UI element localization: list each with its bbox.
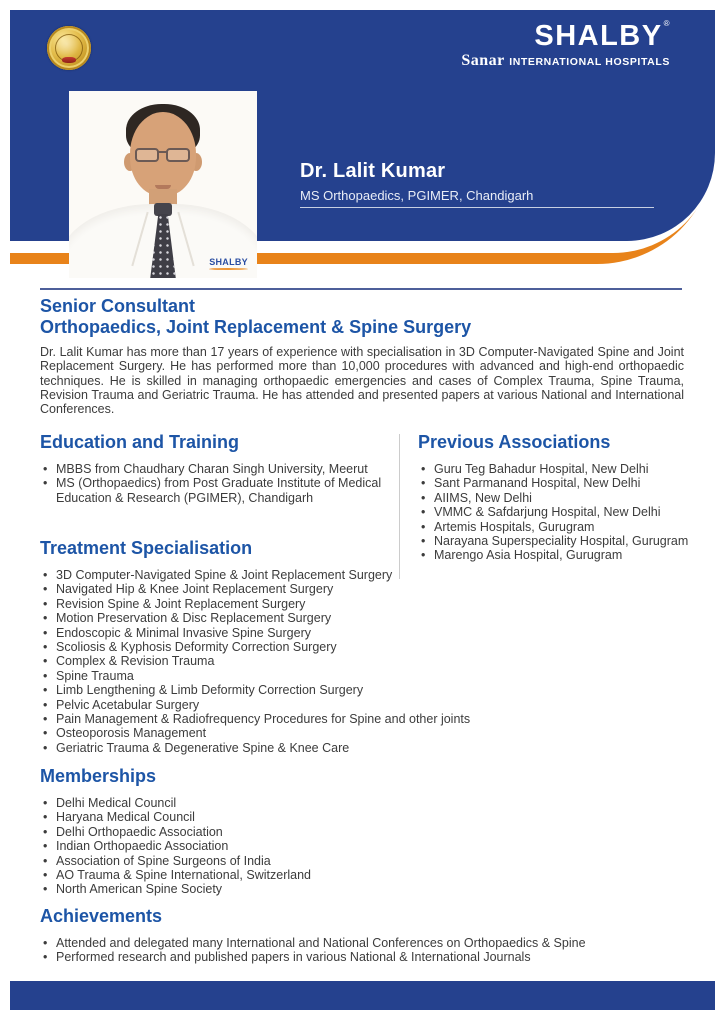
list-item: • Narayana Superspeciality Hospital, Gurugram — [418, 534, 714, 548]
achievements-list — [40, 936, 690, 965]
list-item: • Delhi Medical Council — [40, 796, 688, 810]
list-item: • Motion Preservation & Disc Replacement Surgery — [40, 611, 688, 625]
doctor-name: Dr. Lalit Kumar — [300, 160, 446, 182]
logo-wordmark: SHALBY® — [534, 19, 671, 52]
logo-subline — [461, 53, 670, 69]
list-item: • North American Spine Society — [40, 882, 688, 896]
section-title: Achievements — [40, 906, 163, 926]
designation-block — [40, 296, 690, 338]
photo-watermark: SHALBY — [209, 257, 248, 270]
list-item: • Endoscopic & Minimal Invasive Spine Surgery — [40, 626, 688, 640]
content-top-divider — [40, 288, 682, 290]
list-item: • Marengo Asia Hospital, Gurugram — [418, 548, 714, 562]
list-item: • Spine Trauma — [40, 669, 688, 683]
list-item: • Association of Spine Surgeons of India — [40, 854, 688, 868]
list-item: • Delhi Orthopaedic Association — [40, 825, 688, 839]
list-item: • Performed research and published papers in various National & International Journals — [40, 950, 690, 964]
registered-mark: ® — [663, 19, 671, 28]
photo-mouth — [155, 185, 171, 189]
section-title: Previous Associations — [418, 432, 611, 452]
logo-hospitals-text: INTERNATIONAL HOSPITALS — [509, 56, 670, 68]
section-title: Memberships — [40, 766, 157, 786]
education-list — [40, 462, 392, 505]
treatment-list — [40, 568, 688, 755]
list-item: • Navigated Hip & Knee Joint Replacement Surgery — [40, 582, 688, 596]
list-item: • 3D Computer-Navigated Spine & Joint Replacement Surgery — [40, 568, 688, 582]
accreditation-seal-icon — [47, 26, 91, 70]
section-education — [40, 432, 392, 505]
list-item: • Haryana Medical Council — [40, 810, 688, 824]
designation-specialty: Orthopaedics, Joint Replacement & Spine Surgery — [40, 317, 472, 337]
designation-title: Senior Consultant — [40, 296, 196, 316]
section-memberships — [40, 766, 688, 897]
profile-summary: Dr. Lalit Kumar has more than 17 years of experience with specialisation in 3D Computer-Navigated Spine and Joint Replacement Surgery. He has performed more than 10,000 procedures with advanced and high-end orthopaedic techniques. He is skilled in managing orthopaedic emergencies and cases of Complex Trauma, Spine Trauma, Revision Trauma and Geriatric Trauma. He has attended and presented papers at various National and International Conferences. — [40, 345, 684, 417]
memberships-list — [40, 796, 688, 897]
list-item: • Artemis Hospitals, Gurugram — [418, 520, 714, 534]
section-treatment-specialisation — [40, 538, 688, 755]
list-item: • Scoliosis & Kyphosis Deformity Correction Surgery — [40, 640, 688, 654]
list-item: • Guru Teg Bahadur Hospital, New Delhi — [418, 462, 714, 476]
hospital-logo — [461, 19, 671, 69]
list-item: • MBBS from Chaudhary Charan Singh University, Meerut — [40, 462, 392, 476]
list-item: • AO Trauma & Spine International, Switzerland — [40, 868, 688, 882]
section-achievements — [40, 906, 690, 965]
list-item: • Sant Parmanand Hospital, New Delhi — [418, 476, 714, 490]
list-item: • VMMC & Safdarjung Hospital, New Delhi — [418, 505, 714, 519]
list-item: • Attended and delegated many International and National Conferences on Orthopaedics & Spine — [40, 936, 690, 950]
list-item: • AIIMS, New Delhi — [418, 491, 714, 505]
list-item: • Pelvic Acetabular Surgery — [40, 698, 688, 712]
footer-bar — [10, 981, 715, 1010]
doctor-photo — [69, 91, 257, 278]
list-item: • Geriatric Trauma & Degenerative Spine & Knee Care — [40, 741, 688, 755]
section-title: Education and Training — [40, 432, 240, 452]
doctor-qualification: MS Orthopaedics, PGIMER, Chandigarh — [300, 188, 534, 203]
list-item: • Revision Spine & Joint Replacement Surgery — [40, 597, 688, 611]
list-item: • Pain Management & Radiofrequency Procedures for Spine and other joints — [40, 712, 688, 726]
hero-underline — [300, 207, 654, 208]
list-item: • Osteoporosis Management — [40, 726, 688, 740]
list-item: • MS (Orthopaedics) from Post Graduate Institute of Medical Education & Research (PGIMER), Chandigarh — [40, 476, 392, 505]
list-item: • Limb Lengthening & Limb Deformity Correction Surgery — [40, 683, 688, 697]
section-title: Treatment Specialisation — [40, 538, 253, 558]
logo-sanar: Sanar — [461, 52, 505, 69]
list-item: • Indian Orthopaedic Association — [40, 839, 688, 853]
list-item: • Complex & Revision Trauma — [40, 654, 688, 668]
photo-glasses — [134, 148, 192, 164]
